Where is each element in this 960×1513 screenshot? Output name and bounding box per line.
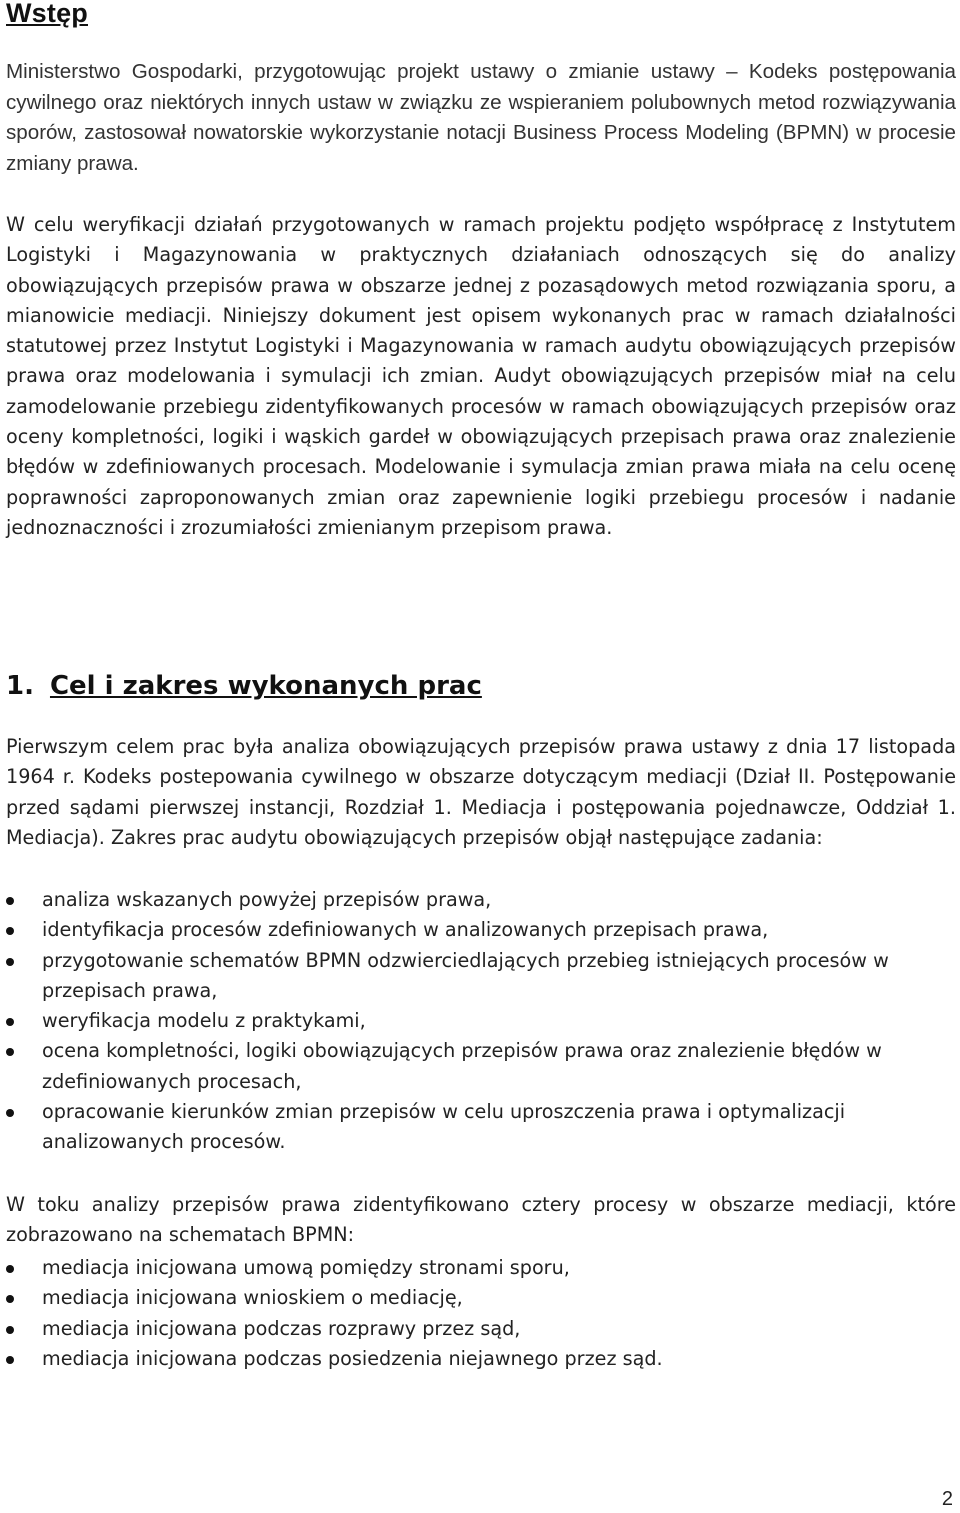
processes-intro-paragraph: W toku analizy przepisów prawa zidentyfikowano cztery procesy w obszarze mediacji, które zobrazowano na schematach BPMN: (6, 1193, 956, 1247)
bullet-icon (6, 1109, 14, 1117)
list-item-text: mediacja inicjowana podczas rozprawy przez sąd, (42, 1316, 521, 1340)
bullet-icon (6, 897, 14, 905)
page-title: Wstęp (6, 0, 88, 28)
list-item (6, 1314, 956, 1344)
bullet-icon (6, 958, 14, 966)
list-item-text: przygotowanie schematów BPMN odzwierciedlających przebieg istniejących procesów w przepisach prawa, (42, 948, 889, 1002)
list-item-text: analiza wskazanych powyżej przepisów prawa, (42, 888, 492, 911)
intro-paragraph: Ministerstwo Gospodarki, przygotowując projekt ustawy o zmianie ustawy – Kodeks postępowania cywilnego oraz niektórych innych ustaw w związku ze wspieraniem polubownych metod rozwiązywania sporów, zastosował nowatorskie wykorzystanie notacji Business Process Modeling (BPMN) w procesie zmiany prawa. (6, 60, 956, 175)
section-title: Cel i zakres wykonanych prac (49, 671, 482, 701)
list-item-text: mediacja inicjowana umową pomiędzy stronami sporu, (42, 1256, 570, 1279)
section-heading (6, 668, 482, 704)
list-item (6, 885, 956, 915)
list-item (6, 915, 956, 945)
list-item (6, 1036, 956, 1097)
list-item (6, 1006, 956, 1036)
bullet-icon (6, 1326, 14, 1334)
scope-paragraph: Pierwszym celem prac była analiza obowiązujących przepisów prawa ustawy z dnia 17 listopada 1964 r. Kodeks postepowania cywilnego w obszarze dotyczącym mediacji (Dział II. Postępowanie przed sądami pierwszej instancji, Rozdział 1. Mediacja i postępowania pojednawcze, Oddział 1. Mediacja). Zakres prac audytu obowiązujących przepisów objął następujące zadania: (6, 735, 956, 849)
processes-list (6, 1253, 956, 1374)
list-item (6, 1097, 956, 1158)
bullet-icon (6, 927, 14, 935)
list-item-text: opracowanie kierunków zmian przepisów w celu uproszczenia prawa i optymalizacji analizowanych procesów. (42, 1100, 846, 1154)
tasks-list (6, 885, 956, 1158)
bullet-icon (6, 1048, 14, 1056)
bullet-icon (6, 1265, 14, 1273)
section-number: 1. (6, 671, 34, 701)
list-item-text: ocena kompletności, logiki obowiązujących przepisów prawa oraz znalezienie błędów w zdefiniowanych procesach, (42, 1039, 882, 1093)
bullet-icon (6, 1295, 14, 1303)
bullet-icon (6, 1018, 14, 1026)
list-item-text: mediacja inicjowana podczas posiedzenia niejawnego przez sąd. (42, 1346, 663, 1370)
list-item (6, 946, 956, 1007)
list-item-text: identyfikacja procesów zdefiniowanych w analizowanych przepisach prawa, (42, 918, 769, 942)
list-item (6, 1283, 956, 1313)
list-item-text: weryfikacja modelu z praktykami, (42, 1009, 366, 1033)
context-paragraph: W celu weryfikacji działań przygotowanych w ramach projektu podjęto współpracę z Instytutem Logistyki i Magazynowania w praktycznych działaniach odnoszących się do analizy obowiązujących przepisów prawa w obszarze jednej z pozasądowych metod rozwiązania sporu, a mianowicie mediacji. Niniejszy dokument jest opisem wykonanych prac w ramach działalności statutowej przez Instytut Logistyki i Magazynowania w ramach audytu obowiązujących przepisów prawa oraz modelowania i symulacji ich zmian. Audyt obowiązujących przepisów miał na celu zamodelowanie przebiegu zidentyfikowanych procesów w ramach obowiązujących przepisów oraz oceny kompletności, logiki i wąskich gardeł w obowiązujących przepisach prawa oraz znalezienie błędów w zdefiniowanych procesach. Modelowanie i symulacja zmian prawa miała na celu ocenę poprawności zaproponowanych zmian oraz zapewnienie logiki przebiegu procesów i nadanie jednoznaczności i zrozumiałości zmienianym przepisom prawa. (6, 213, 956, 539)
list-item-text: mediacja inicjowana wnioskiem o mediację, (42, 1286, 463, 1310)
list-item (6, 1253, 956, 1283)
bullet-icon (6, 1356, 14, 1364)
page-number: 2 (941, 1488, 953, 1510)
list-item (6, 1344, 956, 1374)
